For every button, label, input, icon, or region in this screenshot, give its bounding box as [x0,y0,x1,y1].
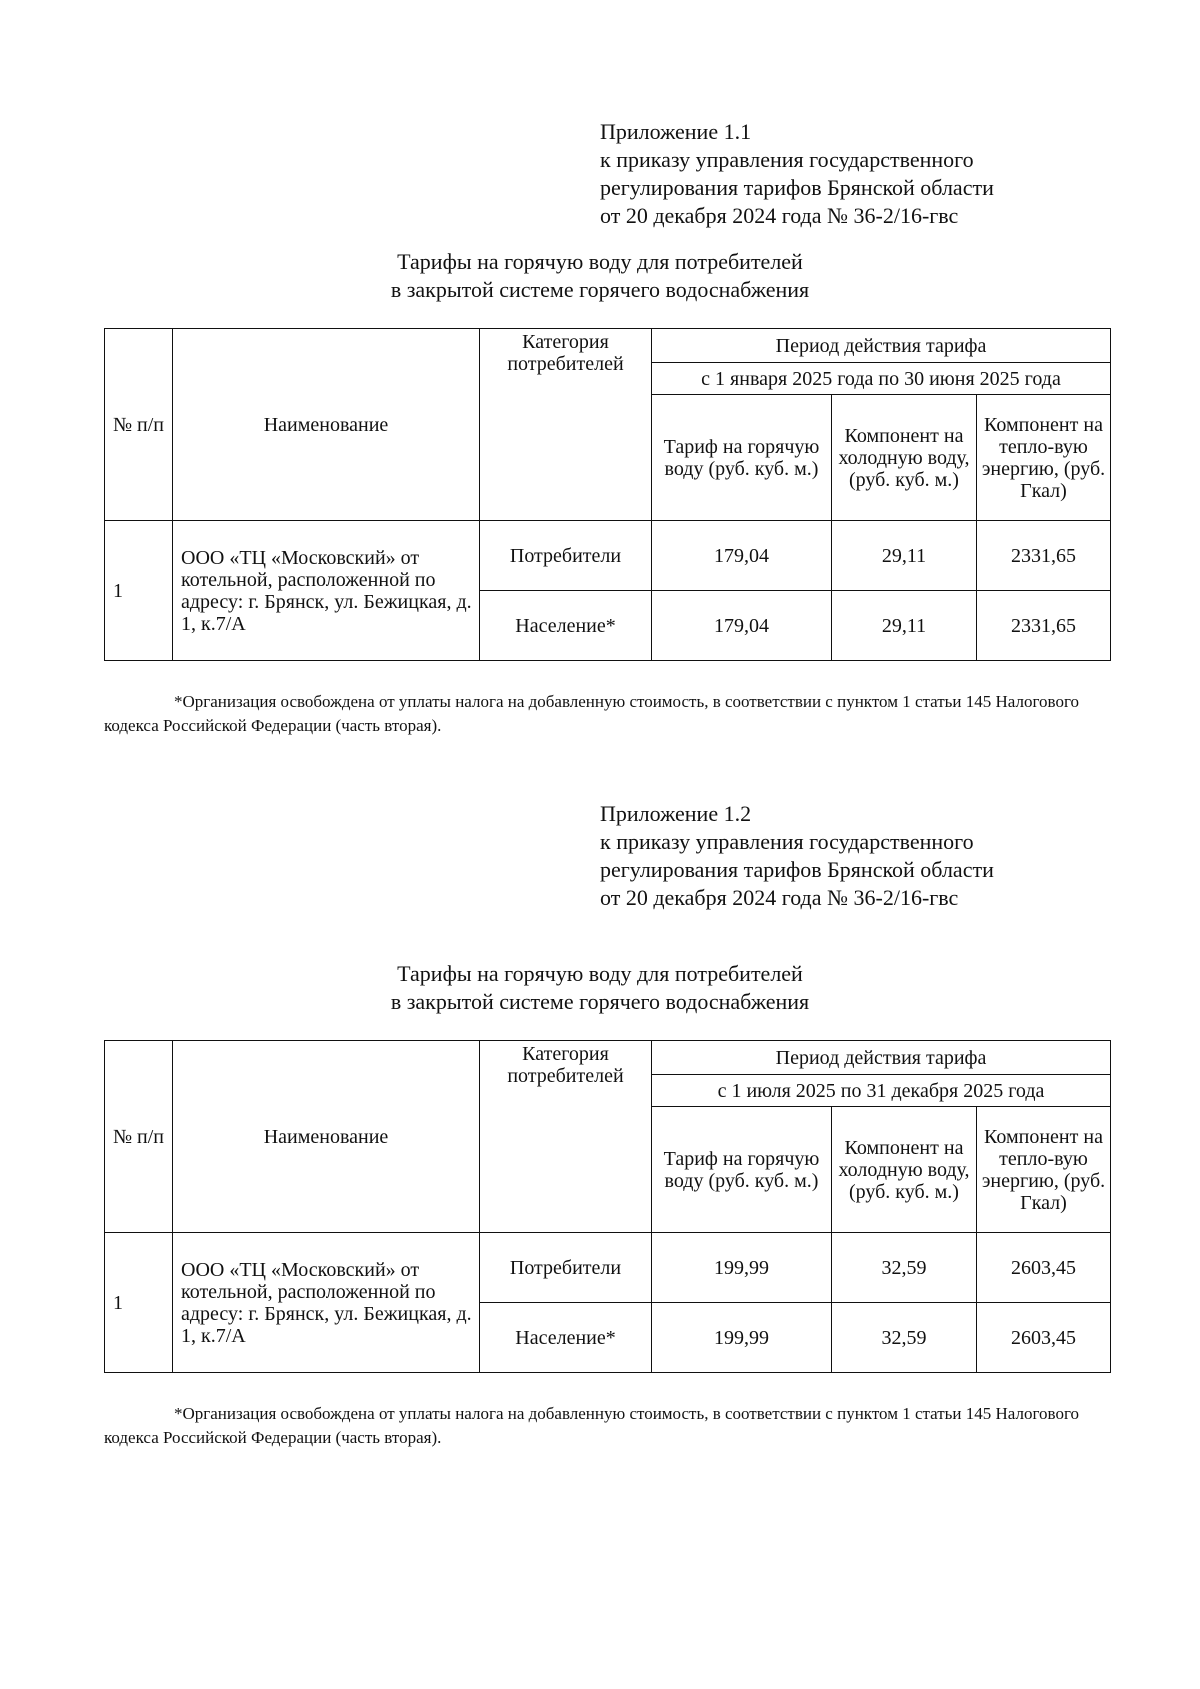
cold-cell: 29,11 [832,521,977,591]
col-tariff-header: Тариф на горячую воду (руб. куб. м.) [652,395,832,521]
organization-name: ООО «ТЦ «Московский» от котельной, расположенной по адресу: г. Брянск, ул. Бежицкая, д. 1, к.7/А [173,521,480,661]
row-number: 1 [105,1233,173,1373]
appendix-authority-line: регулирования тарифов Брянской области [600,857,994,882]
period-range: с 1 июля 2025 по 31 декабря 2025 года [652,1075,1111,1107]
col-number-header: № п/п [105,329,173,521]
period-range: с 1 января 2025 года по 30 июня 2025 года [652,363,1111,395]
tariff-cell: 179,04 [652,521,832,591]
col-category-header: Категория потребителей [480,329,652,521]
table-title-2 [0,960,1200,1016]
col-name-header: Наименование [173,329,480,521]
cold-cell: 32,59 [832,1303,977,1373]
footnote-1: *Организация освобождена от уплаты налога на добавленную стоимость, в соответствии с пунктом 1 статьи 145 Налогового кодекса Российской Федерации (часть вторая). [104,692,1079,735]
organization-name: ООО «ТЦ «Московский» от котельной, расположенной по адресу: г. Брянск, ул. Бежицкая, д. 1, к.7/А [173,1233,480,1373]
category-cell: Население* [480,591,652,661]
appendix-authority-line: регулирования тарифов Брянской области [600,175,994,200]
category-cell: Потребители [480,1233,652,1303]
row-number: 1 [105,521,173,661]
cold-cell: 32,59 [832,1233,977,1303]
table-title-line: Тарифы на горячую воду для потребителей [397,961,803,986]
appendix-number: Приложение 1.1 [600,119,752,144]
appendix-heading-1 [600,118,1160,230]
appendix-order-line: к приказу управления государственного [600,829,974,854]
appendix-number: Приложение 1.2 [600,801,752,826]
heat-cell: 2603,45 [977,1303,1111,1373]
col-cold-header: Компонент на холодную воду, (руб. куб. м.) [832,1107,977,1233]
appendix-date-line: от 20 декабря 2024 года № 36-2/16-гвс [600,885,959,910]
appendix-date-line: от 20 декабря 2024 года № 36-2/16-гвс [600,203,959,228]
category-cell: Население* [480,1303,652,1373]
col-heat-header: Компонент на тепло-вую энергию, (руб. Гкал) [977,395,1111,521]
category-cell: Потребители [480,521,652,591]
tariff-cell: 199,99 [652,1233,832,1303]
cold-cell: 29,11 [832,591,977,661]
heat-cell: 2603,45 [977,1233,1111,1303]
tariff-cell: 199,99 [652,1303,832,1373]
table-title-line: в закрытой системе горячего водоснабжения [390,277,810,302]
heat-cell: 2331,65 [977,591,1111,661]
col-period-header: Период действия тарифа [652,1041,1111,1075]
col-category-header: Категория потребителей [480,1041,652,1233]
tariff-table-1 [104,328,1111,661]
col-number-header: № п/п [105,1041,173,1233]
col-name-header: Наименование [173,1041,480,1233]
col-tariff-header: Тариф на горячую воду (руб. куб. м.) [652,1107,832,1233]
tariff-table-2 [104,1040,1111,1373]
heat-cell: 2331,65 [977,521,1111,591]
footnote-2: *Организация освобождена от уплаты налога на добавленную стоимость, в соответствии с пунктом 1 статьи 145 Налогового кодекса Российской Федерации (часть вторая). [104,1404,1079,1447]
table-title-1 [0,248,1200,304]
appendix-heading-2 [600,800,1160,912]
col-period-header: Период действия тарифа [652,329,1111,363]
appendix-order-line: к приказу управления государственного [600,147,974,172]
tariff-cell: 179,04 [652,591,832,661]
table-title-line: Тарифы на горячую воду для потребителей [397,249,803,274]
table-title-line: в закрытой системе горячего водоснабжения [390,989,810,1014]
col-heat-header: Компонент на тепло-вую энергию, (руб. Гкал) [977,1107,1111,1233]
col-cold-header: Компонент на холодную воду, (руб. куб. м.) [832,395,977,521]
